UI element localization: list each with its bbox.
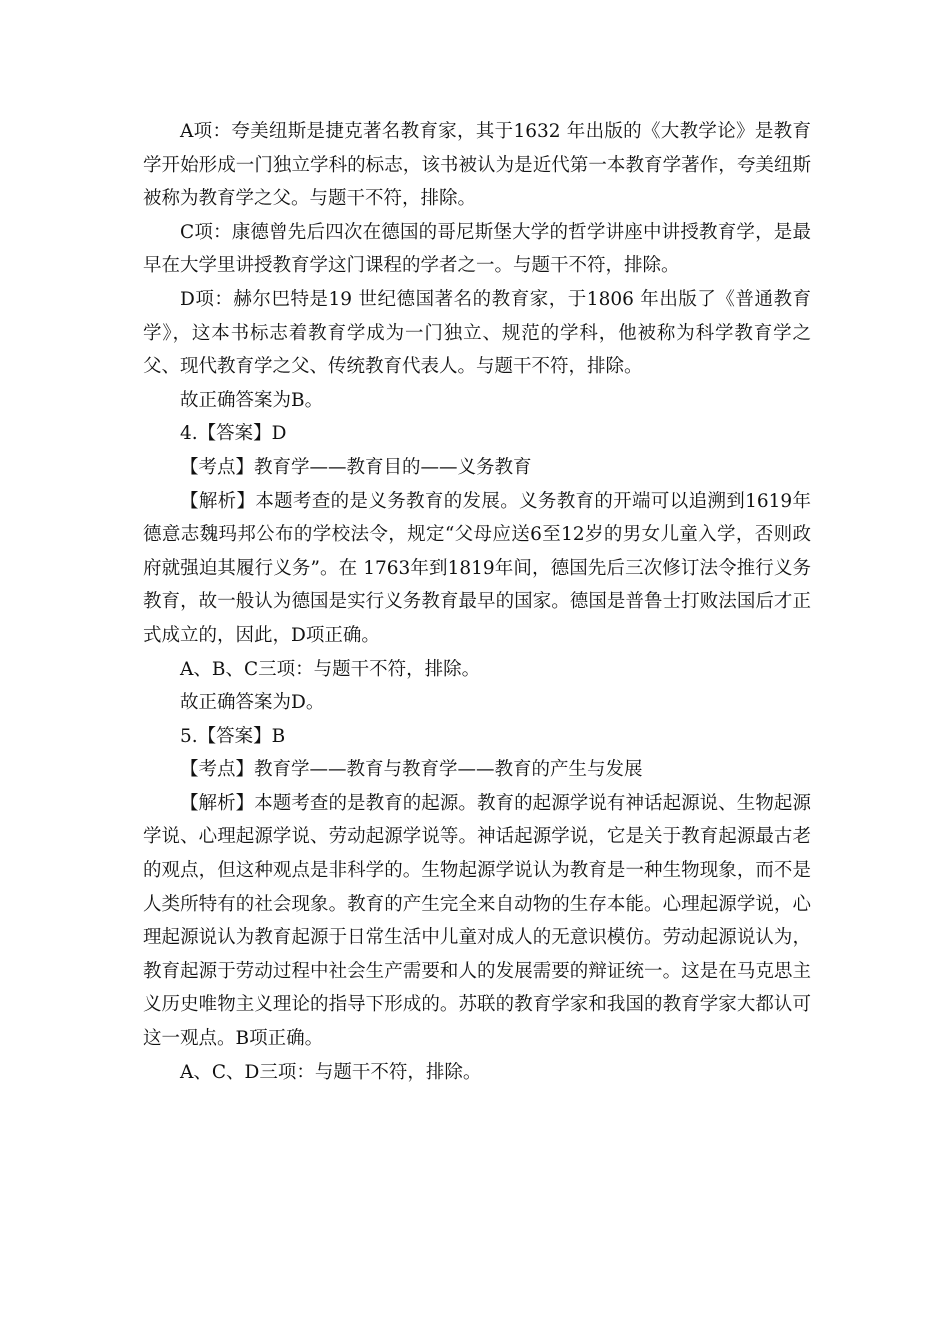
- paragraph-q4-other-options: A、B、C三项：与题干不符，排除。: [180, 658, 481, 680]
- paragraph-q5-other-options: A、C、D三项：与题干不符，排除。: [180, 1061, 482, 1083]
- paragraph-q4-conclusion: 故正确答案为D。: [180, 692, 325, 714]
- paragraph-q5-answer: 5.【答案】B: [180, 725, 286, 747]
- paragraph-answer-conclusion: 故正确答案为B。: [180, 389, 324, 411]
- paragraph-option-c: C项：康德曾先后四次在德国的哥尼斯堡大学的哲学讲座中讲授教育学，是最早在大学里讲授教育学这门课程的学者之一。与题干不符，排除。: [143, 221, 811, 277]
- paragraph-q4-topic: 【考点】教育学——教育目的——义务教育: [180, 456, 532, 478]
- paragraph-q5-topic: 【考点】教育学——教育与教育学——教育的产生与发展: [180, 759, 643, 781]
- paragraph-q5-analysis: 【解析】本题考查的是教育的起源。教育的起源学说有神话起源说、生物起源学说、心理起源学说、劳动起源学说等。神话起源学说，它是关于教育起源最古老的观点，但这种观点是非科学的。生物起源学说认为教育是一种生物现象，而不是人类所特有的社会现象。教育的产生完全来自动物的生存本能。心理起源学说，心理起源说认为教育起源于日常生活中儿童对成人的无意识模仿。劳动起源说认为，教育起源于劳动过程中社会生产需要和人的发展需要的辩证统一。这是在马克思主义历史唯物主义理论的指导下形成的。苏联的教育学家和我国的教育学家大都认可这一观点。B项正确。: [143, 792, 811, 1050]
- paragraph-q4-answer: 4.【答案】D: [180, 423, 287, 445]
- paragraph-q4-analysis: 【解析】本题考查的是义务教育的发展。义务教育的开端可以追溯到1619年德意志魏玛邦公布的学校法令，规定“父母应送6至12岁的男女儿童入学，否则政府就强迫其履行义务”。在 1763年到1819年间，德国先后三次修订法令推行义务教育，故一般认为德国是实行义务教育最早的国家。德国是普鲁士打败法国后才正式成立的，因此，D项正确。: [143, 490, 811, 646]
- paragraph-option-a: A项：夸美纽斯是捷克著名教育家，其于1632 年出版的《大教学论》是教育学开始形成一门独立学科的标志，该书被认为是近代第一本教育学著作，夸美纽斯被称为教育学之父。与题干不符，排除。: [143, 121, 811, 210]
- paragraph-option-d: D项：赫尔巴特是19 世纪德国著名的教育家，于1806 年出版了《普通教育学》，这本书标志着教育学成为一门独立、规范的学科，他被称为科学教育学之父、现代教育学之父、传统教育代表人。与题干不符，排除。: [143, 288, 811, 378]
- document-body: [143, 115, 811, 1089]
